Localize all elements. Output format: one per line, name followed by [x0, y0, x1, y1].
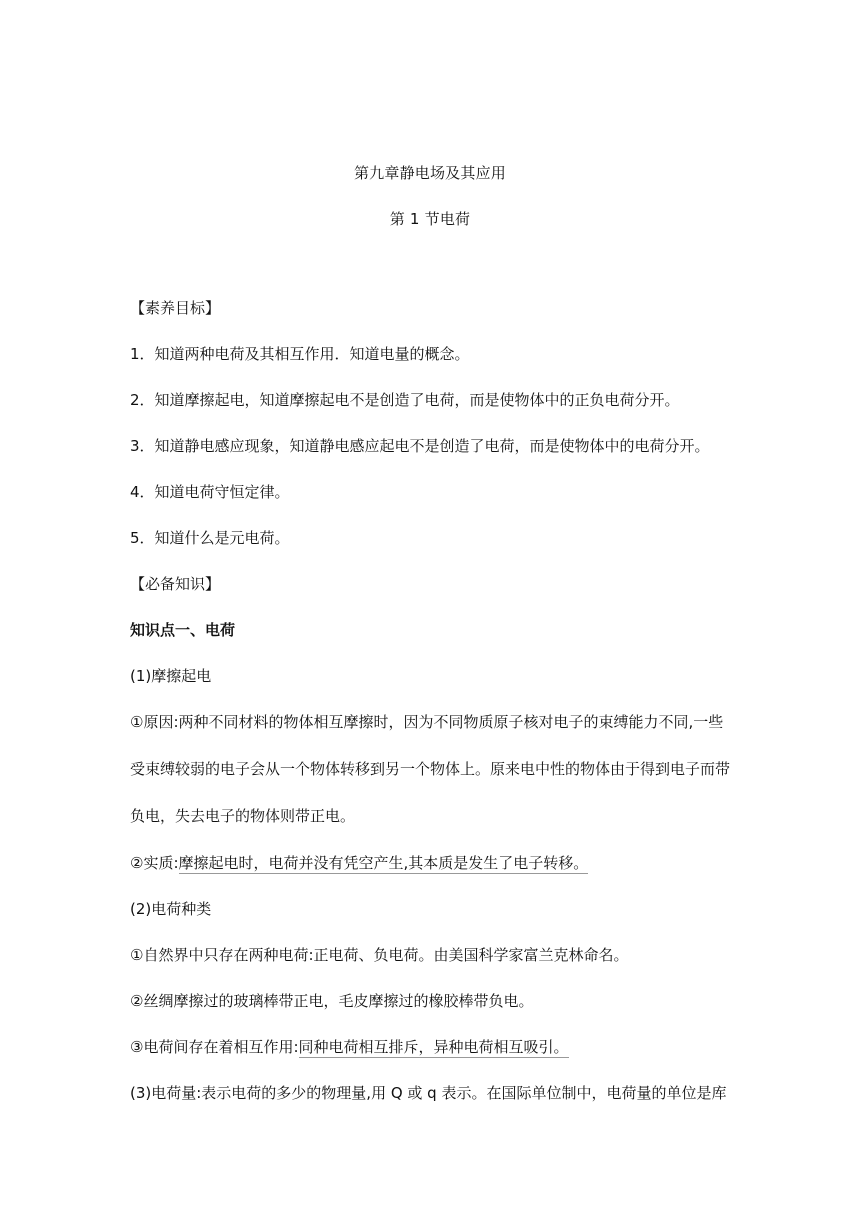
essence-underlined-text: 摩擦起电时，电荷并没有凭空产生,其本质是发生了电子转移。	[178, 854, 589, 872]
cause-line-2: 受束缚较弱的电子会从一个物体转移到另一个物体上。原来电中性的物体由于得到电子而带	[130, 760, 731, 778]
section-title: 第 1 节电荷	[389, 210, 471, 228]
knowledge-heading: 【必备知识】	[130, 575, 221, 593]
goal-item-5: 5．知道什么是元电荷。	[130, 529, 290, 547]
quantity-line: (3)电荷量:表示电荷的多少的物理量,用 Q 或 q 表示。在国际单位制中，电荷量的单位是库	[130, 1084, 727, 1102]
types-line-2: ②丝绸摩擦过的玻璃棒带正电，毛皮摩擦过的橡胶棒带负电。	[130, 992, 534, 1010]
goals-heading: 【素养目标】	[130, 299, 221, 317]
goal-item-1: 1．知道两种电荷及其相互作用．知道电量的概念。	[130, 345, 470, 363]
interaction-underlined-text: 同种电荷相互排斥，异种电荷相互吸引。	[298, 1038, 569, 1056]
essence-prefix: ②实质:	[130, 854, 179, 872]
interaction-prefix: ③电荷间存在着相互作用:	[130, 1038, 299, 1056]
document-body	[130, 292, 750, 1123]
interaction-line	[130, 1031, 750, 1077]
essence-line	[130, 847, 750, 893]
goal-item-3: 3．知道静电感应现象，知道静电感应起电不是创造了电荷，而是使物体中的电荷分开。	[130, 437, 710, 455]
cause-line-1: ①原因:两种不同材料的物体相互摩擦时，因为不同物质原子核对电子的束缚能力不同,一些	[130, 713, 724, 731]
goal-item-2: 2．知道摩擦起电，知道摩擦起电不是创造了电荷，而是使物体中的正负电荷分开。	[130, 391, 680, 409]
cause-line-3: 负电，失去电子的物体则带正电。	[130, 807, 356, 825]
goal-item-4: 4．知道电荷守恒定律。	[130, 483, 290, 501]
chapter-title: 第九章静电场及其应用	[353, 164, 506, 182]
types-line-1: ①自然界中只存在两种电荷:正电荷、负电荷。由美国科学家富兰克林命名。	[130, 946, 629, 964]
point-one-title: 知识点一、电荷	[130, 621, 236, 639]
types-heading: (2)电荷种类	[130, 900, 212, 918]
friction-heading: (1)摩擦起电	[130, 667, 212, 685]
